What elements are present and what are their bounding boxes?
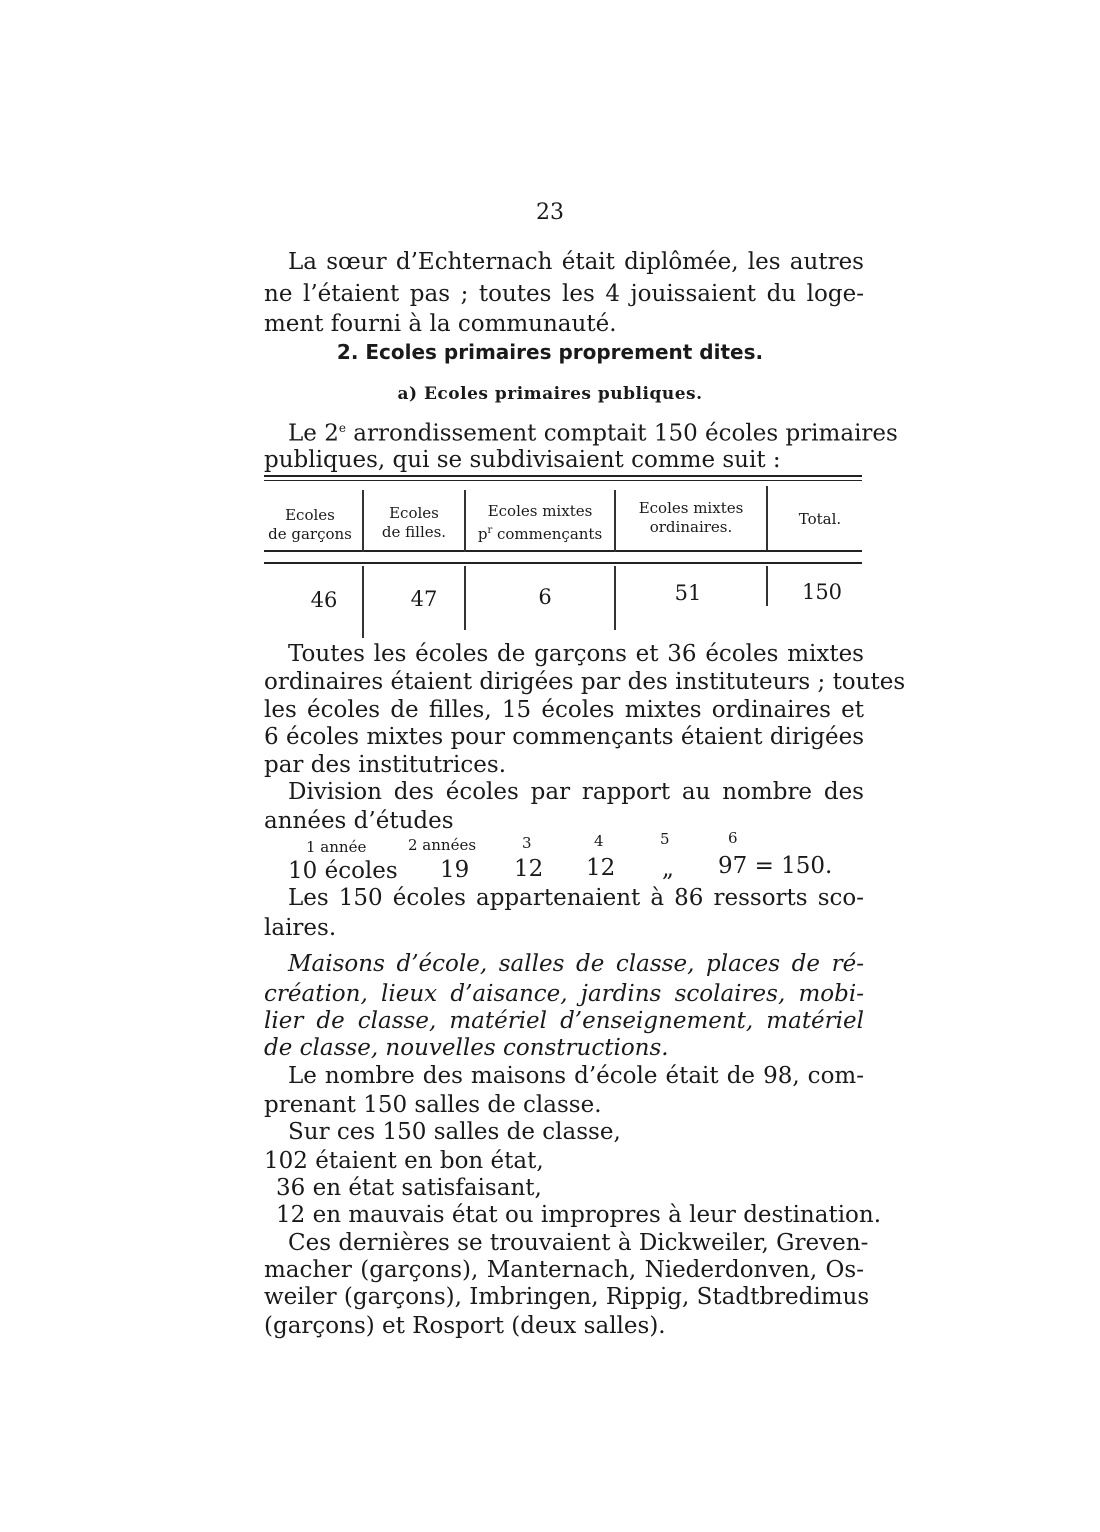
section-heading: 2. Ecoles primaires proprement dites. — [336, 340, 764, 364]
year-label-3: 3 — [522, 834, 532, 852]
value-total: 150 — [801, 580, 843, 604]
para3-line-1: Division des écoles par rapport au nombre des — [288, 779, 864, 805]
para7-line-4: (garçons) et Rosport (deux salles). — [264, 1313, 666, 1339]
para1-line-2: publiques, qui se subdivisaient comme suit : — [264, 447, 781, 473]
year-label-4: 4 — [594, 832, 604, 850]
page-number: 23 — [536, 200, 564, 225]
para7-line-1: Ces dernières se trouvaient à Dickweiler, Greven- — [288, 1230, 869, 1256]
value-girls: 47 — [410, 587, 438, 611]
year-count-3: 12 — [514, 856, 544, 882]
year-count-1: 10 écoles — [288, 858, 398, 884]
year-count-2: 19 — [440, 857, 470, 883]
para4-line-1: Les 150 écoles appartenaient à 86 ressorts sco- — [288, 885, 864, 911]
para7-line-2: macher (garçons), Manternach, Niederdonven, Os- — [264, 1257, 864, 1283]
para2-line-1: Toutes les écoles de garçons et 36 écoles mixtes — [288, 641, 864, 667]
intro-line-1: La sœur d’Echternach était diplômée, les autres — [288, 249, 864, 275]
para2-line-2: ordinaires étaient dirigées par des instituteurs ; toutes — [264, 669, 906, 695]
para4-line-2: laires. — [264, 915, 337, 941]
para7-line-3: weiler (garçons), Imbringen, Rippig, Stadtbredimus — [264, 1284, 870, 1310]
subsection-heading: a) Ecoles primaires publiques. — [397, 384, 703, 404]
para2-line-3: les écoles de filles, 15 écoles mixtes ordinaires et — [264, 697, 864, 723]
header-mixed-beginners: Ecoles mixtes $p^r$ commençants — [477, 502, 603, 543]
italic-line-3: lier de classe, matériel d’enseignement, matériel — [264, 1008, 864, 1034]
year-label-5: 5 — [660, 830, 670, 848]
header-mixed-ordinary: Ecoles mixtes ordinaires. — [638, 499, 744, 536]
para3-line-2: années d’études — [264, 808, 454, 834]
para6-line-1: Sur ces 150 salles de classe, — [288, 1119, 621, 1145]
year-label-2: 2 années — [408, 836, 477, 854]
header-girls: Ecoles de filles. — [381, 504, 447, 541]
para5-line-1: Le nombre des maisons d’école était de 98, com- — [288, 1063, 864, 1089]
para6-line-2: 102 étaient en bon état, — [264, 1148, 544, 1174]
year-label-1: 1 année — [306, 838, 367, 856]
year-count-6: 97 = 150. — [718, 853, 833, 879]
intro-line-2: ne l’étaient pas ; toutes les 4 jouissaient du loge- — [264, 281, 864, 307]
para1-line-1: Le 2e arrondissement comptait 150 écoles primaires — [288, 420, 898, 447]
para2-line-4: 6 écoles mixtes pour commençants étaient dirigées — [264, 724, 864, 750]
year-label-6: 6 — [728, 829, 738, 847]
para6-line-3: 36 en état satisfaisant, — [276, 1175, 542, 1201]
italic-line-1: Maisons d’école, salles de classe, places de ré- — [288, 951, 864, 977]
value-mixed-ordinary: 51 — [674, 581, 702, 605]
italic-line-2: création, lieux d’aisance, jardins scolaires, mobi- — [264, 981, 864, 1007]
year-count-5: „ — [662, 856, 674, 882]
para2-line-5: par des institutrices. — [264, 752, 507, 778]
header-total: Total. — [798, 510, 842, 528]
value-mixed-beginners: 6 — [538, 585, 552, 609]
para5-line-2: prenant 150 salles de classe. — [264, 1092, 602, 1118]
header-boys: Ecoles de garçons — [268, 506, 352, 543]
intro-line-3: ment fourni à la communauté. — [264, 311, 617, 337]
value-boys: 46 — [310, 588, 338, 612]
italic-line-4: de classe, nouvelles constructions. — [264, 1035, 669, 1061]
para6-line-4: 12 en mauvais état ou impropres à leur destination. — [276, 1202, 882, 1228]
year-count-4: 12 — [586, 855, 616, 881]
